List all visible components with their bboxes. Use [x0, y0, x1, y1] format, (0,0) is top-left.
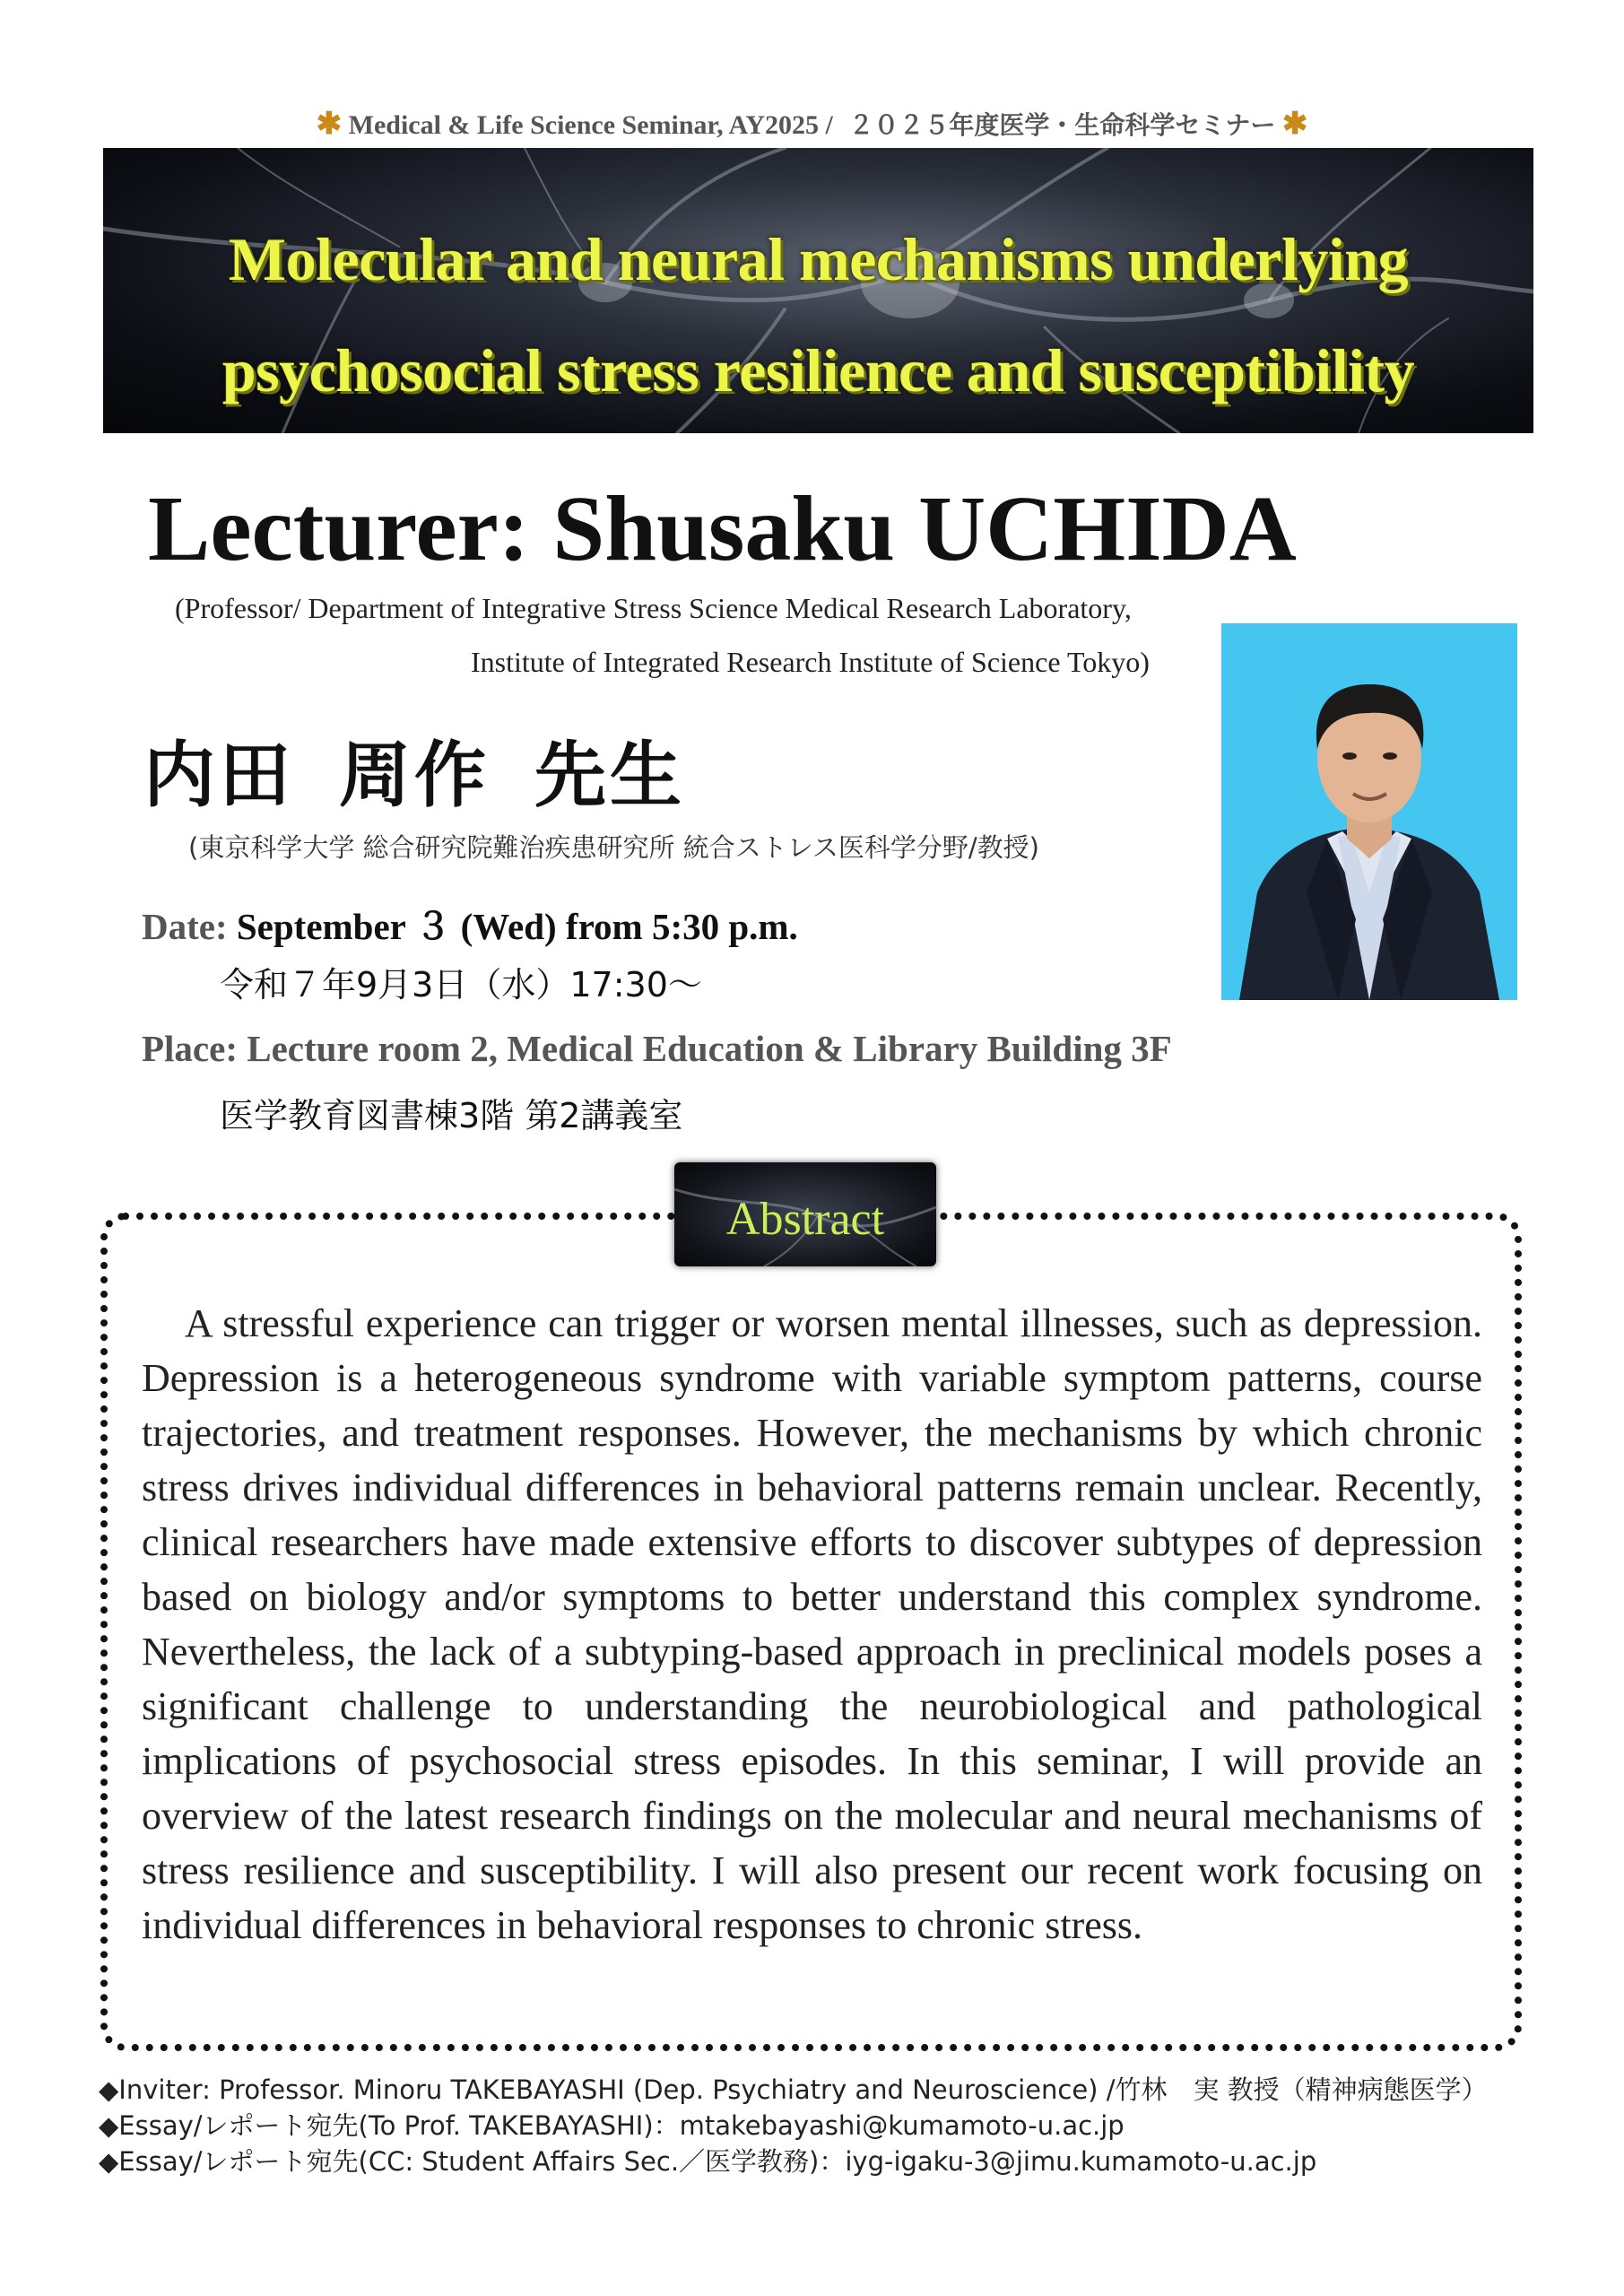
portrait-illustration — [1221, 623, 1517, 1000]
title-line-1: Molecular and neural mechanisms underlying — [228, 225, 1409, 293]
place-value: Lecture room 2, Medical Education & Library Building 3F — [247, 1028, 1172, 1069]
series-header — [0, 106, 1624, 142]
lecturer-name-jp — [143, 718, 730, 821]
lecturer-name-en: Lecturer: Shusaku UCHIDA — [148, 477, 1297, 580]
footer-inviter: ◆Inviter: Professor. Minoru TAKEBAYASHI (Dep. Psychiatry and Neuroscience) /竹林 実 教授（精神病態医学） — [99, 2074, 1488, 2105]
lecturer-affiliation-line-1: (Professor/ Department of Integrative Stress Science Medical Research Laboratory, — [175, 592, 1132, 624]
place-en — [142, 1027, 1172, 1070]
footer-essay-to: ◆Essay/レポート宛先(To Prof. TAKEBAYASHI)：mtakebayashi@kumamoto-u.ac.jp — [99, 2110, 1125, 2141]
abstract-heading-badge — [674, 1162, 936, 1266]
abstract-body: A stressful experience can trigger or worsen mental illnesses, such as depression. Depression is a heterogeneous syndrome with variable symptom patterns, course trajectories, and treatment responses. However, the mechanisms by which chronic stress drives individual differences in behavioral patterns remain unclear. Recently, clinical researchers have made extensive efforts to discover subtypes of depression based on biology and/or symptoms to better understand this complex syndrome. Nevertheless, the lack of a subtyping-based approach in preclinical models poses a significant challenge to understanding the neurobiological and pathological implications of psychosocial stress episodes. In this seminar, I will provide an overview of the latest research findings on the molecular and neural mechanisms of stress resilience and susceptibility. I will also present our recent work focusing on individual differences in behavioral responses to chronic stress. — [142, 1301, 1482, 1947]
place-label: Place: — [142, 1028, 238, 1069]
star-icon: ✱ — [316, 108, 343, 141]
date-en — [142, 897, 798, 950]
date-jp: 令和７年9月3日（水）17:30～ — [220, 965, 702, 1004]
footer-essay-cc: ◆Essay/レポート宛先(CC: Student Affairs Sec.／医学教務)：iyg-igaku-3@jimu.kumamoto-u.ac.jp — [99, 2146, 1317, 2177]
lecturer-affiliation-line-2: Institute of Integrated Research Institute of Science Tokyo) — [471, 646, 1150, 678]
title-line-2: psychosocial stress resilience and susceptibility — [221, 336, 1415, 404]
series-title-jp: ２０２５年度医学・生命科学セミナー — [848, 110, 1276, 140]
abstract-heading: Abstract — [725, 1194, 885, 1245]
seminar-title — [103, 204, 1533, 426]
lecturer-photo — [1221, 623, 1517, 1000]
place-jp: 医学教育図書棟3階 第2講義室 — [220, 1096, 683, 1135]
lecturer-affiliation-jp: (東京科学大学 総合研究院難治疾患研究所 統合ストレス医科学分野/教授) — [188, 832, 1039, 863]
name-jp-family: 内田 — [143, 734, 294, 817]
name-jp-given: 周作 — [339, 734, 490, 817]
title-banner — [103, 148, 1533, 433]
name-jp-title: 先生 — [534, 734, 685, 817]
series-title-en: Medical & Life Science Seminar, AY2025 / — [348, 110, 833, 140]
date-value: September ３ (Wed) from 5:30 p.m. — [236, 906, 798, 947]
date-label: Date: — [142, 906, 228, 947]
star-icon: ✱ — [1281, 108, 1308, 141]
footer-contacts — [99, 2072, 1488, 2179]
